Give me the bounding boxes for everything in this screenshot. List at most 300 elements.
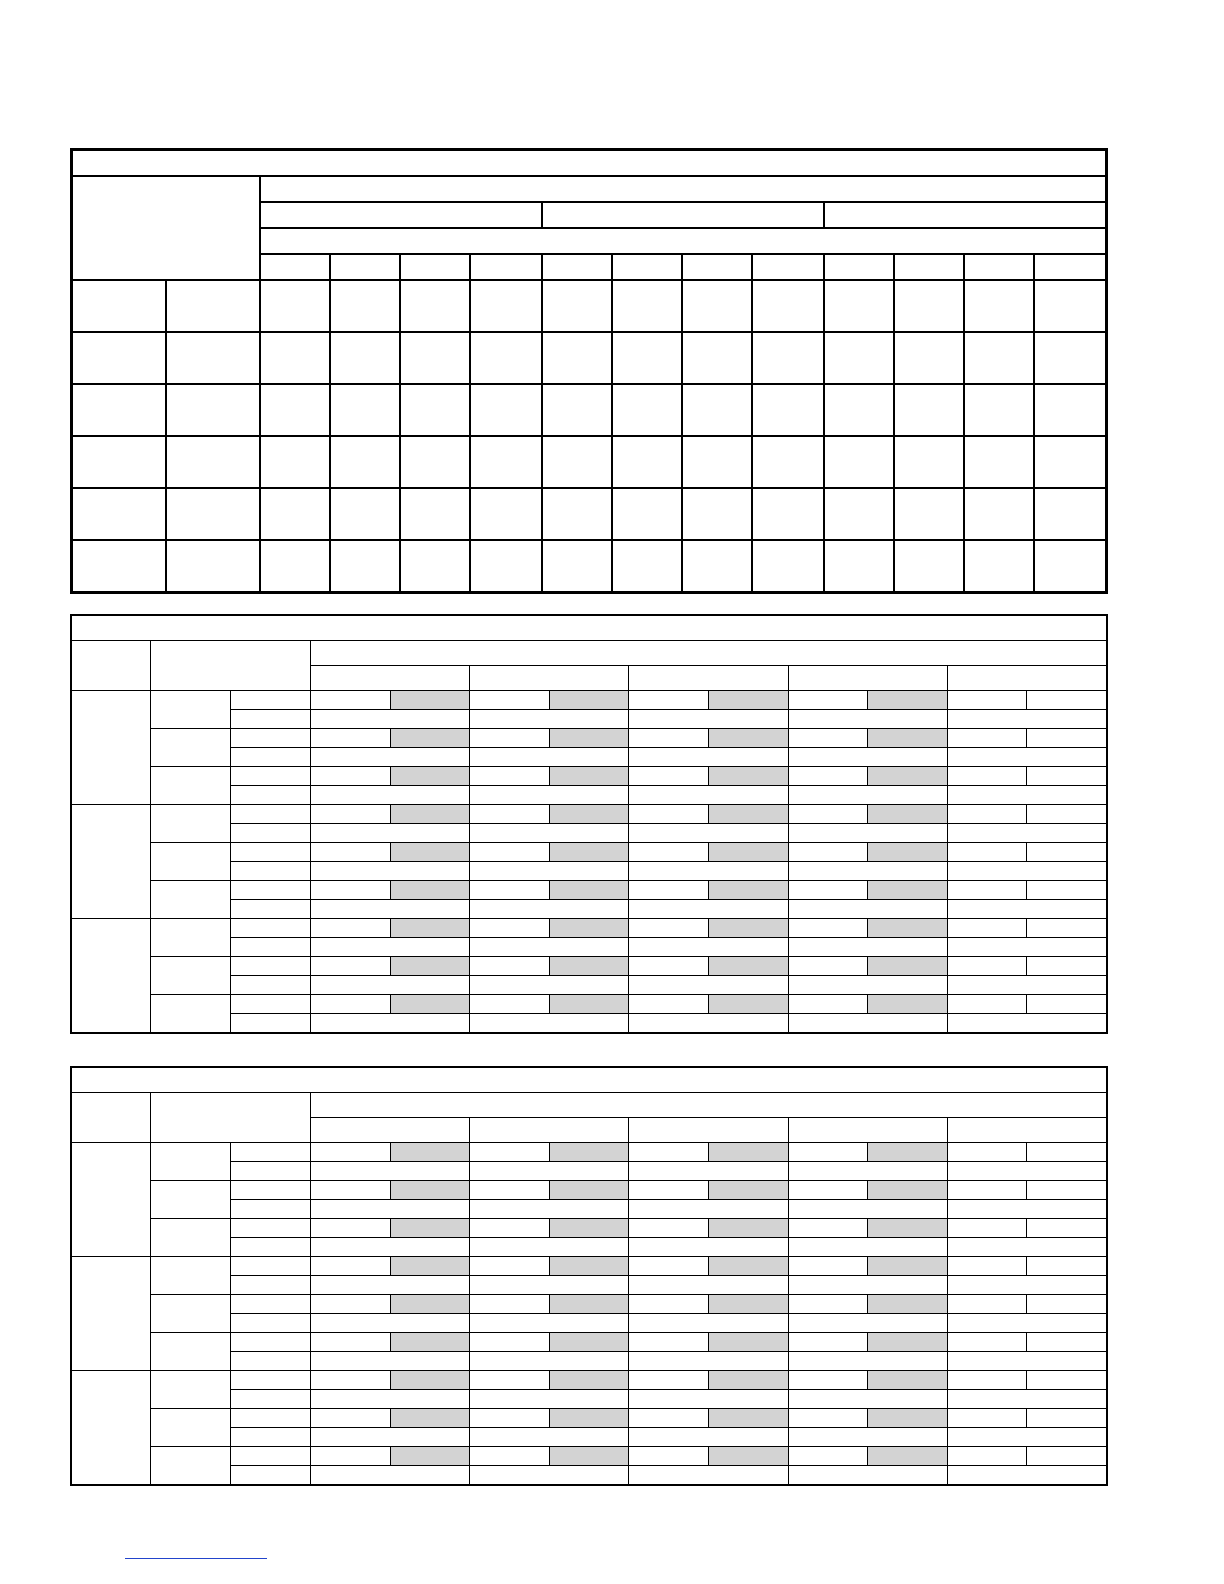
t3-title-row — [72, 1068, 1107, 1093]
shaded-cell — [708, 881, 788, 900]
table-cell — [260, 540, 330, 592]
table-cell — [612, 540, 682, 592]
table-1-column-header — [682, 254, 752, 280]
table-cell — [311, 881, 391, 900]
table-cell — [1027, 1219, 1106, 1238]
table-cell — [1034, 332, 1106, 384]
subgroup-label-cell — [151, 1295, 231, 1333]
merged-cell — [947, 1314, 1106, 1333]
merged-cell — [788, 1352, 947, 1371]
row-label-cell — [231, 805, 311, 824]
table-cell — [947, 995, 1027, 1014]
table-cell — [894, 332, 964, 384]
shaded-cell — [708, 1447, 788, 1466]
table-cell — [311, 995, 391, 1014]
table-1-group-header — [260, 202, 542, 228]
merged-cell — [629, 976, 788, 995]
table-1-column-header — [894, 254, 964, 280]
table-cell — [629, 1371, 709, 1390]
merged-cell — [311, 1238, 470, 1257]
t2-column-group-header — [788, 666, 947, 691]
table-1-title — [72, 150, 1106, 176]
shaded-cell — [549, 1447, 629, 1466]
table-cell — [260, 384, 330, 436]
table-cell — [1027, 1371, 1106, 1390]
shaded-cell — [708, 691, 788, 710]
merged-cell — [470, 748, 629, 767]
table-cell — [330, 280, 400, 332]
table-cell — [964, 280, 1034, 332]
shaded-cell — [390, 1181, 470, 1200]
shaded-cell — [549, 995, 629, 1014]
shaded-cell — [708, 1295, 788, 1314]
t2-title-row — [72, 616, 1107, 641]
merged-cell — [947, 1238, 1106, 1257]
merged-cell — [311, 1466, 470, 1485]
table-cell — [470, 488, 542, 540]
shaded-cell — [708, 843, 788, 862]
shaded-cell — [390, 767, 470, 786]
subgroup-label-cell — [151, 881, 231, 919]
merged-cell — [788, 1428, 947, 1447]
shaded-cell — [549, 1409, 629, 1428]
table-cell — [947, 1447, 1027, 1466]
merged-cell — [470, 862, 629, 881]
table-cell — [311, 843, 391, 862]
merged-cell — [947, 1466, 1106, 1485]
table-cell — [788, 919, 868, 938]
merged-cell — [788, 976, 947, 995]
table-cell — [752, 384, 824, 436]
table-cell — [824, 540, 894, 592]
merged-cell — [629, 1428, 788, 1447]
merged-cell — [629, 824, 788, 843]
merged-cell — [470, 1352, 629, 1371]
shaded-cell — [708, 1333, 788, 1352]
row-label-cell — [231, 1238, 311, 1257]
shaded-cell — [708, 919, 788, 938]
merged-cell — [788, 748, 947, 767]
merged-cell — [470, 824, 629, 843]
subgroup-label-cell — [151, 843, 231, 881]
table-cell — [470, 280, 542, 332]
merged-cell — [788, 1014, 947, 1033]
shaded-cell — [868, 919, 948, 938]
table-cell — [947, 881, 1027, 900]
table-cell — [1027, 805, 1106, 824]
table-2 — [71, 615, 1107, 1033]
table-row — [72, 1181, 1107, 1200]
t2-header-span — [311, 641, 1107, 666]
table-cell — [752, 280, 824, 332]
table-cell — [542, 384, 612, 436]
table-cell — [400, 436, 470, 488]
table-1-header-row-1 — [72, 176, 1106, 202]
subgroup-label-cell — [151, 1219, 231, 1257]
shaded-cell — [708, 767, 788, 786]
table-cell — [470, 881, 550, 900]
table-cell — [470, 1447, 550, 1466]
merged-cell — [311, 1352, 470, 1371]
table-cell — [824, 280, 894, 332]
row-label-cell — [166, 280, 260, 332]
row-label-cell — [231, 1257, 311, 1276]
shaded-cell — [708, 995, 788, 1014]
shaded-cell — [549, 1333, 629, 1352]
shaded-cell — [549, 1295, 629, 1314]
shaded-cell — [868, 1143, 948, 1162]
table-cell — [947, 1219, 1027, 1238]
table-cell — [964, 488, 1034, 540]
shaded-cell — [390, 995, 470, 1014]
t3-column-group-header — [470, 1118, 629, 1143]
table-cell — [682, 488, 752, 540]
table-1-column-header — [824, 254, 894, 280]
table-cell — [947, 729, 1027, 748]
table-cell — [311, 1447, 391, 1466]
table-cell — [788, 691, 868, 710]
merged-cell — [788, 1390, 947, 1409]
row-label-cell — [231, 1428, 311, 1447]
table-cell — [788, 729, 868, 748]
row-label-cell — [231, 1143, 311, 1162]
merged-cell — [311, 786, 470, 805]
merged-cell — [788, 900, 947, 919]
table-cell — [629, 1409, 709, 1428]
table-1-column-header — [1034, 254, 1106, 280]
table-cell — [629, 1447, 709, 1466]
table-3 — [71, 1067, 1107, 1485]
subgroup-label-cell — [151, 1181, 231, 1219]
shaded-cell — [708, 957, 788, 976]
shaded-cell — [549, 843, 629, 862]
table-cell — [470, 1371, 550, 1390]
merged-cell — [947, 1162, 1106, 1181]
t2-header-row-1 — [72, 641, 1107, 666]
table-cell — [612, 384, 682, 436]
footer-rule — [125, 1558, 267, 1559]
merged-cell — [788, 786, 947, 805]
shaded-cell — [390, 1447, 470, 1466]
t2-column-group-header — [311, 666, 470, 691]
shaded-cell — [390, 1371, 470, 1390]
row-label-cell — [231, 691, 311, 710]
table-cell — [311, 1181, 391, 1200]
row-label-cell — [231, 938, 311, 957]
table-cell — [612, 436, 682, 488]
table-cell — [612, 332, 682, 384]
row-label-cell — [231, 1409, 311, 1428]
table-cell — [470, 957, 550, 976]
shaded-cell — [868, 1219, 948, 1238]
row-label-cell — [231, 957, 311, 976]
table-1-column-header — [752, 254, 824, 280]
table-cell — [1027, 919, 1106, 938]
table-cell — [788, 1409, 868, 1428]
merged-cell — [629, 1200, 788, 1219]
table-cell — [682, 540, 752, 592]
table-cell — [330, 488, 400, 540]
table-cell — [824, 436, 894, 488]
table-cell — [629, 1181, 709, 1200]
merged-cell — [788, 862, 947, 881]
table-cell — [894, 488, 964, 540]
table-cell — [1027, 1333, 1106, 1352]
merged-cell — [629, 1276, 788, 1295]
merged-cell — [629, 1466, 788, 1485]
table-cell — [629, 919, 709, 938]
table-cell — [947, 1143, 1027, 1162]
table-row — [72, 995, 1107, 1014]
t2-title — [72, 616, 1107, 641]
table-cell — [311, 805, 391, 824]
table-cell — [311, 1333, 391, 1352]
table-cell — [260, 280, 330, 332]
table-cell — [311, 957, 391, 976]
merged-cell — [470, 1428, 629, 1447]
table-row — [72, 1333, 1107, 1352]
table-cell — [788, 1219, 868, 1238]
table-cell — [788, 1143, 868, 1162]
subgroup-label-cell — [151, 729, 231, 767]
table-cell — [470, 843, 550, 862]
shaded-cell — [868, 957, 948, 976]
table-cell — [1027, 1143, 1106, 1162]
table-cell — [964, 384, 1034, 436]
table-cell — [1027, 1409, 1106, 1428]
table-cell — [470, 919, 550, 938]
merged-cell — [470, 1314, 629, 1333]
table-cell — [1027, 767, 1106, 786]
merged-cell — [470, 710, 629, 729]
row-label-cell — [231, 1371, 311, 1390]
t3-subgroup-header — [151, 1093, 311, 1143]
shaded-cell — [549, 805, 629, 824]
table-row — [72, 767, 1107, 786]
table-cell — [629, 1295, 709, 1314]
subgroup-label-cell — [151, 691, 231, 729]
shaded-cell — [390, 1409, 470, 1428]
table-row — [72, 1257, 1107, 1276]
shaded-cell — [708, 805, 788, 824]
merged-cell — [470, 1014, 629, 1033]
shaded-cell — [549, 729, 629, 748]
table-cell — [629, 1143, 709, 1162]
shaded-cell — [549, 1371, 629, 1390]
merged-cell — [947, 976, 1106, 995]
subgroup-label-cell — [151, 919, 231, 957]
merged-cell — [629, 710, 788, 729]
subgroup-label-cell — [151, 1333, 231, 1371]
group-label-cell — [72, 805, 151, 919]
merged-cell — [788, 824, 947, 843]
merged-cell — [311, 900, 470, 919]
table-cell — [260, 436, 330, 488]
shaded-cell — [708, 1181, 788, 1200]
merged-cell — [947, 1014, 1106, 1033]
merged-cell — [629, 1162, 788, 1181]
shaded-cell — [390, 957, 470, 976]
table-cell — [947, 843, 1027, 862]
table-cell — [311, 691, 391, 710]
table-cell — [788, 805, 868, 824]
shaded-cell — [390, 805, 470, 824]
table-cell — [964, 436, 1034, 488]
table-row — [72, 805, 1107, 824]
subgroup-label-cell — [151, 1143, 231, 1181]
table-cell — [824, 332, 894, 384]
shaded-cell — [549, 1257, 629, 1276]
merged-cell — [470, 1276, 629, 1295]
row-label-cell — [231, 729, 311, 748]
merged-cell — [629, 1238, 788, 1257]
table-cell — [612, 488, 682, 540]
table-cell — [629, 1333, 709, 1352]
row-label-cell — [231, 767, 311, 786]
table-cell — [964, 332, 1034, 384]
table-row — [72, 384, 1106, 436]
table-row — [72, 436, 1106, 488]
row-label-cell — [231, 995, 311, 1014]
merged-cell — [629, 938, 788, 957]
shaded-cell — [549, 881, 629, 900]
table-cell — [682, 280, 752, 332]
shaded-cell — [549, 1181, 629, 1200]
merged-cell — [470, 1162, 629, 1181]
merged-cell — [629, 786, 788, 805]
row-label-cell — [231, 1447, 311, 1466]
row-label-cell — [231, 1352, 311, 1371]
merged-cell — [947, 900, 1106, 919]
merged-cell — [947, 1390, 1106, 1409]
merged-cell — [947, 748, 1106, 767]
t2-column-group-header — [947, 666, 1106, 691]
shaded-cell — [868, 843, 948, 862]
row-label-cell — [231, 976, 311, 995]
merged-cell — [311, 862, 470, 881]
table-cell — [752, 540, 824, 592]
merged-cell — [311, 710, 470, 729]
table-1-column-header — [964, 254, 1034, 280]
table-cell — [629, 843, 709, 862]
table-1-subheader-span — [260, 228, 1106, 254]
table-cell — [1027, 729, 1106, 748]
table-row — [72, 280, 1106, 332]
table-cell — [788, 881, 868, 900]
subgroup-label-cell — [151, 767, 231, 805]
row-label-cell — [231, 824, 311, 843]
table-cell — [629, 729, 709, 748]
table-cell — [542, 332, 612, 384]
row-label-cell — [72, 436, 166, 488]
table-row — [72, 1295, 1107, 1314]
table-cell — [311, 919, 391, 938]
t2-group-header — [72, 641, 151, 691]
row-label-cell — [72, 384, 166, 436]
merged-cell — [311, 1162, 470, 1181]
shaded-cell — [549, 919, 629, 938]
row-label-cell — [166, 540, 260, 592]
merged-cell — [788, 1238, 947, 1257]
shaded-cell — [868, 1333, 948, 1352]
table-cell — [1027, 1295, 1106, 1314]
merged-cell — [947, 824, 1106, 843]
table-cell — [311, 729, 391, 748]
table-cell — [788, 843, 868, 862]
t3-column-group-header — [311, 1118, 470, 1143]
subgroup-label-cell — [151, 957, 231, 995]
table-1-column-header — [612, 254, 682, 280]
shaded-cell — [868, 691, 948, 710]
table-cell — [947, 1295, 1027, 1314]
table-cell — [400, 332, 470, 384]
table-cell — [542, 436, 612, 488]
shaded-cell — [868, 1257, 948, 1276]
merged-cell — [947, 862, 1106, 881]
merged-cell — [311, 1276, 470, 1295]
merged-cell — [311, 1200, 470, 1219]
shaded-cell — [390, 1219, 470, 1238]
merged-cell — [788, 1314, 947, 1333]
merged-cell — [788, 1276, 947, 1295]
table-cell — [470, 1143, 550, 1162]
subgroup-label-cell — [151, 995, 231, 1033]
table-cell — [947, 1371, 1027, 1390]
t2-column-group-header — [470, 666, 629, 691]
merged-cell — [947, 938, 1106, 957]
shaded-cell — [390, 729, 470, 748]
table-cell — [788, 1447, 868, 1466]
merged-cell — [629, 900, 788, 919]
table-row — [72, 540, 1106, 592]
merged-cell — [947, 1276, 1106, 1295]
row-label-cell — [231, 843, 311, 862]
merged-cell — [470, 1238, 629, 1257]
merged-cell — [311, 1428, 470, 1447]
table-cell — [894, 540, 964, 592]
table-cell — [947, 1181, 1027, 1200]
table-cell — [1027, 1257, 1106, 1276]
merged-cell — [788, 1162, 947, 1181]
table-cell — [470, 1333, 550, 1352]
merged-cell — [311, 1390, 470, 1409]
table-cell — [894, 436, 964, 488]
t2-column-group-header — [629, 666, 788, 691]
merged-cell — [470, 900, 629, 919]
table-cell — [629, 805, 709, 824]
merged-cell — [629, 1014, 788, 1033]
table-cell — [470, 1257, 550, 1276]
row-label-cell — [166, 384, 260, 436]
table-cell — [542, 488, 612, 540]
t3-header-row-1 — [72, 1093, 1107, 1118]
table-cell — [470, 729, 550, 748]
row-label-cell — [231, 881, 311, 900]
table-cell — [947, 1257, 1027, 1276]
row-label-cell — [166, 436, 260, 488]
table-cell — [470, 691, 550, 710]
table-row — [72, 1143, 1107, 1162]
table-cell — [947, 805, 1027, 824]
group-label-cell — [72, 691, 151, 805]
group-label-cell — [72, 1143, 151, 1257]
subgroup-label-cell — [151, 1257, 231, 1295]
shaded-cell — [549, 957, 629, 976]
row-label-cell — [72, 280, 166, 332]
row-label-cell — [231, 748, 311, 767]
table-cell — [311, 1295, 391, 1314]
table-cell — [1034, 488, 1106, 540]
